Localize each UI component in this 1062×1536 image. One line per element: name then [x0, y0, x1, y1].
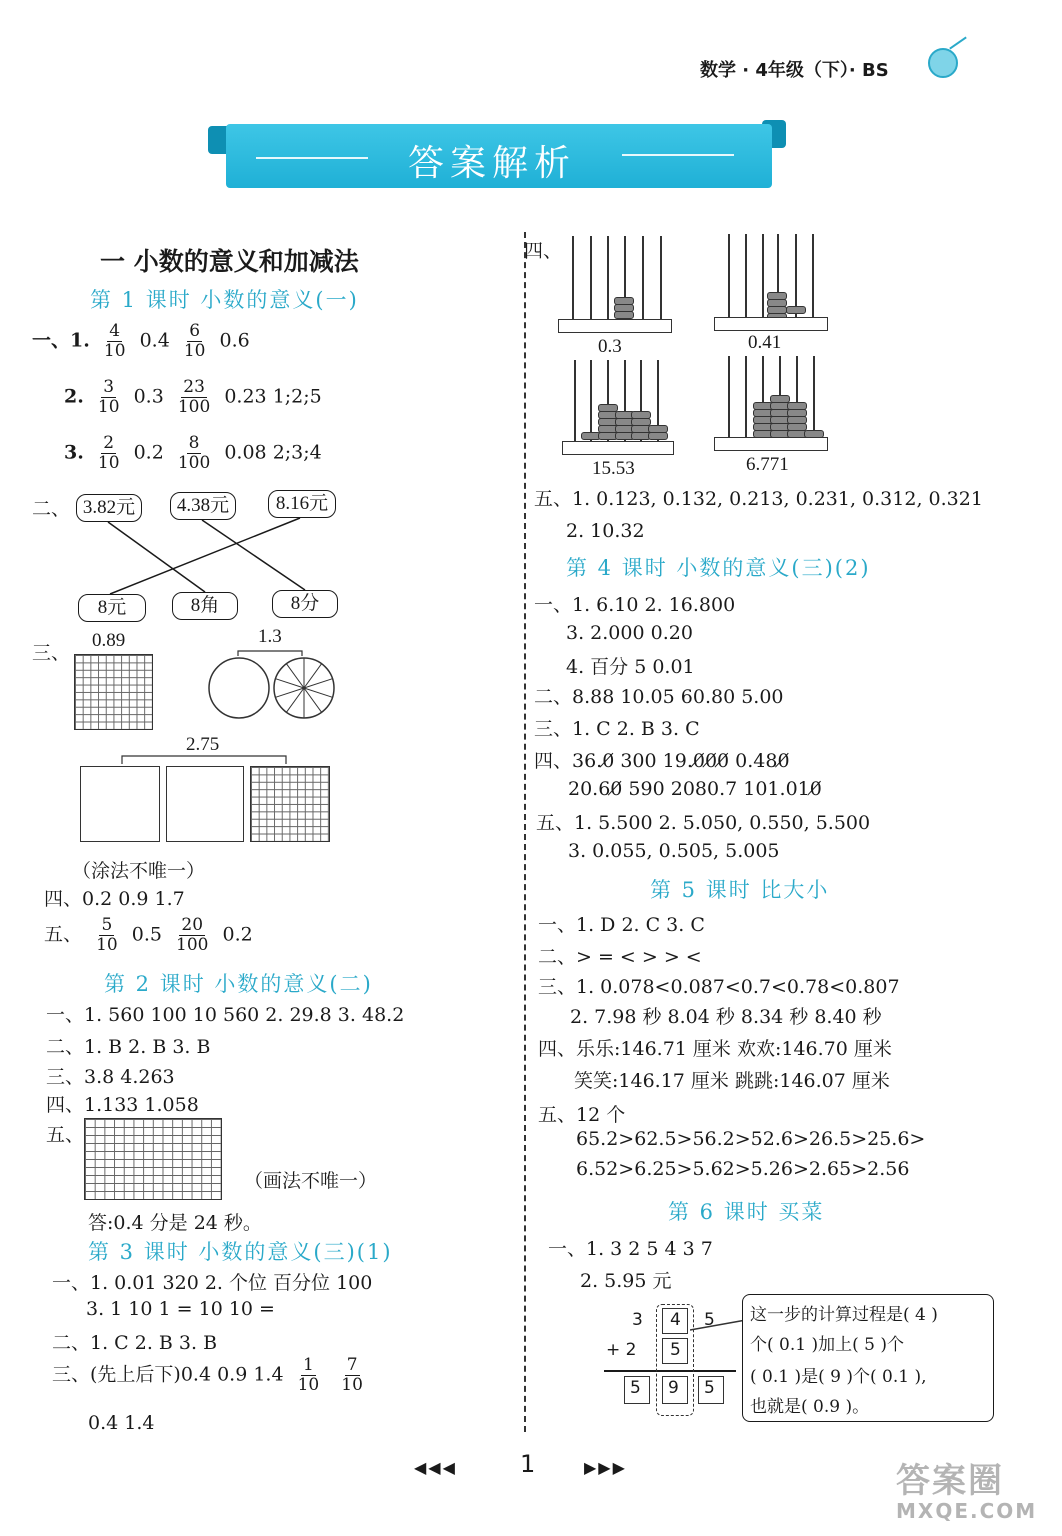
fraction: $\frac{4}{10}$ — [103, 321, 126, 361]
l4-8: 五、1. 5.500 2. 5.050, 0.550, 5.500 — [536, 812, 871, 834]
square-full-2 — [166, 766, 244, 842]
l5-3: 三、1. 0.078<0.087<0.7<0.78<0.807 — [538, 976, 900, 998]
l4-2: 3. 2.000 0.20 — [566, 622, 693, 644]
note-drawing: （画法不唯一） — [244, 1170, 378, 1192]
fraction: $\frac{7}{10}$ — [341, 1355, 363, 1395]
l1-q3-section: 三、 — [32, 642, 71, 664]
lesson-5-title: 第 5 课时 比大小 — [650, 878, 830, 902]
callout-line-1: 这一步的计算过程是( 4 ) — [750, 1305, 938, 1325]
fraction: $\frac{20}{100}$ — [176, 915, 209, 955]
banner-line-right — [622, 154, 734, 156]
brace-2-75 — [120, 752, 290, 766]
l3-q3b: 0.4 1.4 — [88, 1412, 155, 1434]
header-subject: 数学 · 4年级（下）· BS — [700, 60, 889, 81]
l1-q2: 2. $\frac{3}{10}$ 0.3 $\frac{23}{100}$ 0.23 1;2;5 — [64, 377, 322, 417]
fraction: $\frac{1}{10}$ — [297, 1355, 320, 1395]
l6-2: 2. 5.95 元 — [580, 1270, 672, 1292]
l1-q4: 四、0.2 0.9 1.7 — [44, 888, 185, 910]
square-full-1 — [80, 766, 160, 842]
l4-9: 3. 0.055, 0.505, 5.005 — [568, 840, 780, 862]
footer-right-arrows: ▶▶▶ — [584, 1458, 627, 1477]
abacus-1-label: 0.3 — [598, 336, 622, 357]
l5-6: 笑笑:146.17 厘米 跳跳:146.07 厘米 — [574, 1070, 890, 1092]
l3-q2: 二、1. C 2. B 3. B — [52, 1332, 218, 1354]
money-bottom-1: 8元 — [78, 594, 146, 622]
l5-2: 二、> = < > > < — [538, 946, 702, 968]
l2-answer: 答:0.4 分是 24 秒。 — [88, 1212, 262, 1234]
callout-line-2: 个( 0.1 )加上( 5 )个 — [750, 1335, 904, 1355]
money-bottom-2: 8角 — [172, 592, 238, 620]
watermark-logo — [896, 1462, 1046, 1532]
l1-q2-section: 二、 — [32, 498, 71, 520]
l5-7: 五、12 个 — [538, 1104, 626, 1126]
unit-title: 一 小数的意义和加减法 — [100, 247, 359, 276]
label-2-75: 2.75 — [186, 734, 220, 755]
abacus-3-label: 15.53 — [592, 458, 635, 479]
fraction: $\frac{3}{10}$ — [97, 377, 120, 417]
l2-q2: 二、1. B 2. B 3. B — [46, 1036, 211, 1058]
l5-8: 65.2>62.5>56.2>52.6>26.5>25.6> — [576, 1128, 926, 1150]
footer-left-arrows: ◀◀◀ — [414, 1458, 457, 1477]
r-q4-label: 四、 — [524, 240, 563, 262]
grid-hundred-shaded — [74, 654, 153, 730]
l5-1: 一、1. D 2. C 3. C — [538, 914, 705, 936]
money-top-3: 8.16元 — [268, 490, 336, 518]
l2-q4: 四、1.133 1.058 — [46, 1094, 199, 1116]
l4-3: 4. 百分 5 0.01 — [566, 656, 695, 678]
grid-shaded-75 — [250, 766, 330, 842]
l4-6: 四、36.0̸ 300 19.0̸0̸0̸ 0.480̸ — [534, 750, 790, 772]
lesson-6-title: 第 6 课时 买菜 — [668, 1200, 825, 1224]
l1-q3: 3. $\frac{2}{10}$ 0.2 $\frac{8}{100}$ 0.08 2;3;4 — [64, 433, 322, 473]
label-1-3: 1.3 — [258, 626, 282, 647]
column-divider — [524, 232, 526, 1432]
header-swoosh-icon — [949, 36, 967, 49]
money-bottom-3: 8分 — [272, 590, 338, 618]
fraction: $\frac{6}{10}$ — [183, 321, 206, 361]
money-top-1: 3.82元 — [76, 494, 142, 522]
fraction: $\frac{5}{10}$ — [96, 915, 118, 955]
abacus-4-label: 6.771 — [746, 454, 789, 475]
l6-1: 一、1. 3 2 5 4 3 7 — [548, 1238, 713, 1260]
banner-title: 答案解析 — [408, 143, 577, 184]
l2-q3: 三、3.8 4.263 — [46, 1066, 175, 1088]
money-top-2: 4.38元 — [170, 492, 236, 520]
watermark-text-bottom: MXQE.COM — [896, 1499, 1038, 1523]
l5-5: 四、乐乐:146.71 厘米 欢欢:146.70 厘米 — [538, 1038, 892, 1060]
abacus-2-label: 0.41 — [748, 332, 782, 353]
l2-q5: 五、 — [46, 1124, 85, 1146]
l1-q1-label: 一、1. — [32, 329, 90, 352]
l1-q1: 一、1. $\frac{4}{10}$ 0.4 $\frac{6}{10}$ 0.6 — [32, 321, 250, 361]
l4-4: 二、8.88 10.05 60.80 5.00 — [534, 686, 784, 708]
l3-q1a: 一、1. 0.01 320 2. 个位 百分位 100 — [52, 1272, 373, 1294]
r-q5b: 2. 10.32 — [566, 520, 645, 542]
r-q5a: 五、1. 0.123, 0.132, 0.213, 0.231, 0.312, 0.321 — [534, 488, 983, 510]
l5-9: 6.52>6.25>5.62>5.26>2.65>2.56 — [576, 1158, 910, 1180]
fraction: $\frac{23}{100}$ — [177, 377, 211, 417]
l1-q5: 五、 $\frac{5}{10}$ 0.5 $\frac{20}{100}$ 0.2 — [44, 915, 253, 955]
label-0-89: 0.89 — [92, 630, 126, 651]
fraction: $\frac{2}{10}$ — [97, 433, 120, 473]
l2-q1: 一、1. 560 100 10 560 2. 29.8 3. 48.2 — [46, 1004, 405, 1026]
l4-7: 20.60̸ 590 2080.7 101.010̸ — [568, 778, 822, 800]
page-number: 1 — [520, 1450, 536, 1478]
watermark-text-top: 答案圈 — [896, 1461, 1004, 1501]
lesson-4-title: 第 4 课时 小数的意义(三)(2) — [566, 556, 871, 580]
callout-line-4: 也就是( 0.9 )。 — [750, 1397, 870, 1417]
l4-5: 三、1. C 2. B 3. C — [534, 718, 700, 740]
fraction: $\frac{8}{100}$ — [177, 433, 211, 473]
lesson-2-title: 第 2 课时 小数的意义(二) — [104, 972, 373, 996]
header-logo-icon — [928, 48, 958, 78]
lesson-1-title: 第 1 课时 小数的意义(一) — [90, 288, 359, 312]
l3-q3: 三、(先上后下)0.4 0.9 1.4 $\frac{1}{10}$ $\frac{7}{10}$ — [52, 1355, 363, 1395]
grid-time — [84, 1118, 222, 1200]
l5-4: 2. 7.98 秒 8.04 秒 8.34 秒 8.40 秒 — [570, 1006, 882, 1028]
matching-lines — [0, 0, 400, 620]
lesson-3-title: 第 3 课时 小数的意义(三)(1) — [88, 1240, 393, 1264]
l3-q1b: 3. 1 10 1 = 10 10 = — [86, 1298, 275, 1320]
callout-line-3: ( 0.1 )是( 9 )个( 0.1 ), — [750, 1367, 927, 1387]
note-painting: （涂法不唯一） — [72, 860, 206, 882]
l4-1: 一、1. 6.10 2. 16.800 — [534, 594, 736, 616]
circles-diagram — [200, 648, 340, 728]
